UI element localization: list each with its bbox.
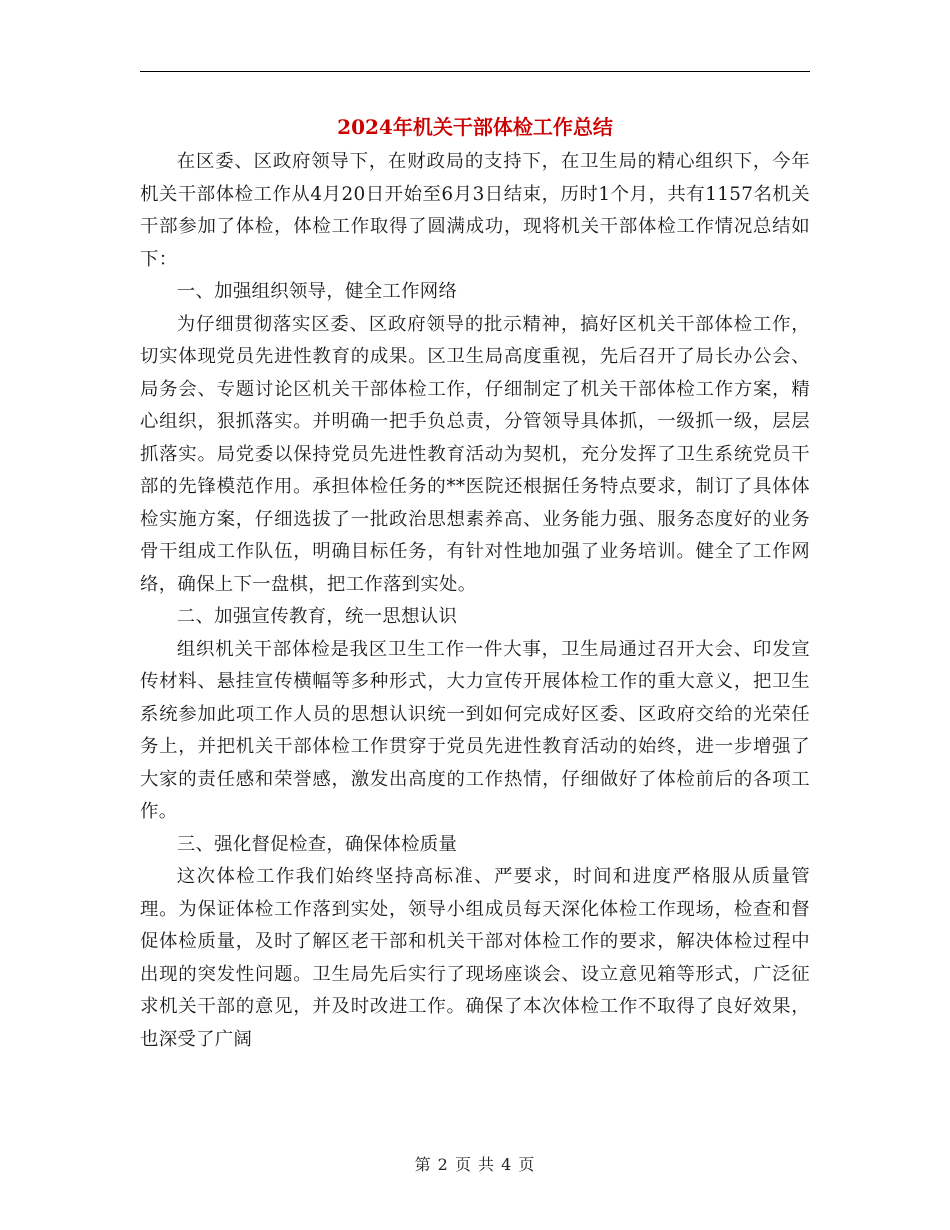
- section-1-paragraph: 为仔细贯彻落实区委、区政府领导的批示精神，搞好区机关干部体检工作，切实体现党员先进性教育的成果。区卫生局高度重视，先后召开了局长办公会、局务会、专题讨论区机关干部体检工作，仔细制定了机关干部体检工作方案，精心组织，狠抓落实。并明确一把手负总责，分管领导具体抓，一级抓一级，层层抓落实。局党委以保持党员先进性教育活动为契机，充分发挥了卫生系统党员干部的先锋模范作用。承担体检任务的**医院还根据任务特点要求，制订了具体体检实施方案，仔细选拔了一批政治思想素养高、业务能力强、服务态度好的业务骨干组成工作队伍，明确目标任务，有针对性地加强了业务培训。健全了工作网络，确保上下一盘棋，把工作落到实处。: [140, 313, 810, 595]
- document-title: 2024年机关干部体检工作总结: [337, 115, 613, 139]
- section-heading-3: 三、强化督促检查，确保体检质量: [176, 833, 458, 855]
- section-3-paragraph: 这次体检工作我们始终坚持高标准、严要求，时间和进度严格服从质量管理。为保证体检工作落到实处，领导小组成员每天深化体检工作现场，检查和督促体检质量，及时了解区老干部和机关干部对体检工作的要求，解决体检过程中出现的突发性问题。卫生局先后实行了现场座谈会、设立意见箱等形式，广泛征求机关干部的意见，并及时改进工作。确保了本次体检工作不取得了良好效果，也深受了广阔: [140, 866, 810, 1050]
- document-body: [140, 146, 810, 1056]
- intro-paragraph: 在区委、区政府领导下，在财政局的支持下，在卫生局的精心组织下，今年机关干部体检工作从4月20日开始至6月3日结束，历时1个月，共有1157名机关干部参加了体检，体检工作取得了圆满成功，现将机关干部体检工作情况总结如下：: [140, 151, 810, 270]
- section-heading-1: 一、加强组织领导，健全工作网络: [176, 281, 458, 302]
- section-2-paragraph: 组织机关干部体检是我区卫生工作一件大事，卫生局通过召开大会、印发宣传材料、悬挂宣传横幅等多种形式，大力宣传开展体检工作的重大意义，把卫生系统参加此项工作人员的思想认识统一到如何完成好区委、区政府交给的光荣任务上，并把机关干部体检工作贯穿于党员先进性教育活动的始终，进一步增强了大家的责任感和荣誉感，激发出高度的工作热情，仔细做好了体检前后的各项工作。: [140, 638, 810, 822]
- page-number-footer: 第 2 页 共 4 页: [414, 1155, 536, 1174]
- header-rule: [140, 71, 810, 72]
- section-heading-2: 二、加强宣传教育，统一思想认识: [176, 606, 458, 627]
